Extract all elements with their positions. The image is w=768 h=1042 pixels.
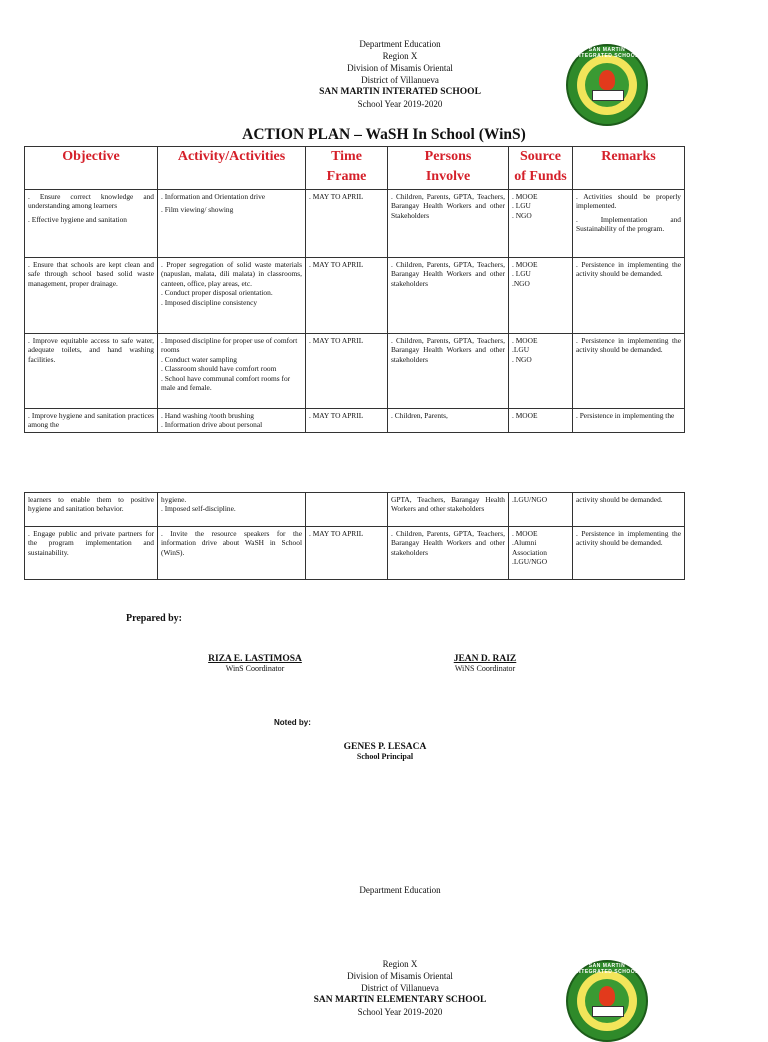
objective-cell: learners to enable them to positive hygiene and sanitation behavior. bbox=[25, 493, 158, 527]
header-time-frame: Time Frame bbox=[306, 147, 388, 190]
signer-name: RIZA E. LASTIMOSA bbox=[208, 654, 302, 664]
activity-cell: . Hand washing /tooth brushing . Information drive about personal bbox=[158, 409, 306, 433]
persons-cell: . Children, Parents, GPTA, Teachers, Barangay Health Workers and other stakeholders bbox=[388, 334, 509, 409]
remarks-cell: . Persistence in implementing the bbox=[573, 409, 685, 433]
action-plan-table-continued bbox=[24, 492, 685, 580]
persons-cell: GPTA, Teachers, Barangay Health Workers and other stakeholders bbox=[388, 493, 509, 527]
signer-block-1 bbox=[160, 654, 350, 673]
logo-text: SAN MARTIN INTEGRATED SCHOOL bbox=[575, 963, 639, 975]
funds-cell: . MOOE . LGU . NGO bbox=[509, 190, 573, 258]
remarks-cell: activity should be demanded. bbox=[573, 493, 685, 527]
remarks-cell: . Activities should be properly implemented. . Implementation and Sustainability of the program. bbox=[573, 190, 685, 258]
footer-department: Department Education bbox=[359, 885, 441, 895]
table-header-row bbox=[25, 147, 685, 190]
objective-cell: . Engage public and private partners for the program implementation and sustainability. bbox=[25, 527, 158, 580]
school-logo bbox=[566, 44, 648, 126]
footer-division: Division of Misamis Oriental bbox=[347, 971, 453, 981]
principal-role: School Principal bbox=[356, 752, 414, 761]
header-school: SAN MARTIN INTERATED SCHOOL bbox=[319, 87, 481, 97]
header-persons-involve: Persons Involve bbox=[388, 147, 509, 190]
persons-cell: . Children, Parents, GPTA, Teachers, Barangay Health Workers and other stakeholders bbox=[388, 258, 509, 334]
funds-cell: . MOOE .Alumni Association .LGU/NGO bbox=[509, 527, 573, 580]
time-frame-cell bbox=[306, 493, 388, 527]
persons-cell: . Children, Parents, GPTA, Teachers, Barangay Health Workers and other stakeholders bbox=[388, 527, 509, 580]
table-row bbox=[25, 190, 685, 258]
action-plan-table bbox=[24, 146, 685, 433]
activity-cell: . Proper segregation of solid waste materials (napuslan, malata, dili malata) in classrooms, canteen, office, play areas, etc. . Conduct proper disposal orientation. . Imposed discipline consistency bbox=[158, 258, 306, 334]
time-frame-cell: . MAY TO APRIL bbox=[306, 334, 388, 409]
prepared-by-label: Prepared by: bbox=[126, 613, 183, 624]
remarks-cell: . Persistence in implementing the activity should be demanded. bbox=[573, 527, 685, 580]
signer-block-2 bbox=[400, 654, 570, 673]
header-source-of-funds: Source of Funds bbox=[509, 147, 573, 190]
header-activity: Activity/Activities bbox=[158, 147, 306, 190]
objective-cell: . Improve hygiene and sanitation practices among the bbox=[25, 409, 158, 433]
footer-header bbox=[220, 958, 580, 1018]
objective-cell: . Ensure that schools are kept clean and safe through school based solid waste management, proper drainage. bbox=[25, 258, 158, 334]
header-department: Department Education bbox=[359, 39, 441, 49]
time-frame-cell: . MAY TO APRIL bbox=[306, 409, 388, 433]
activity-cell: . Information and Orientation drive . Film viewing/ showing bbox=[158, 190, 306, 258]
persons-cell: . Children, Parents, GPTA, Teachers, Barangay Health Workers and other Stakeholders bbox=[388, 190, 509, 258]
objective-cell: . Improve equitable access to safe water, adequate toilets, and hand washing facilities. bbox=[25, 334, 158, 409]
objective-cell: . Ensure correct knowledge and understanding among learners . Effective hygiene and sanitation bbox=[25, 190, 158, 258]
footer-region: Region X bbox=[382, 959, 418, 969]
activity-cell: . Imposed discipline for proper use of comfort rooms . Conduct water sampling . Classroom should have comfort room . School have communal comfort rooms for male and female. bbox=[158, 334, 306, 409]
header-objective: Objective bbox=[25, 147, 158, 190]
header-region: Region X bbox=[382, 51, 418, 61]
school-logo-footer bbox=[566, 960, 648, 1042]
principal-name: GENES P. LESACA bbox=[343, 742, 427, 752]
logo-text: SAN MARTIN INTEGRATED SCHOOL bbox=[575, 47, 639, 59]
time-frame-cell: . MAY TO APRIL bbox=[306, 258, 388, 334]
table-row bbox=[25, 409, 685, 433]
funds-cell: . MOOE bbox=[509, 409, 573, 433]
table-row bbox=[25, 334, 685, 409]
header-division: Division of Misamis Oriental bbox=[347, 63, 453, 73]
time-frame-cell: . MAY TO APRIL bbox=[306, 527, 388, 580]
footer-school: SAN MARTIN ELEMENTARY SCHOOL bbox=[313, 995, 487, 1005]
persons-cell: . Children, Parents, bbox=[388, 409, 509, 433]
table-row bbox=[25, 493, 685, 527]
header-district: District of Villanueva bbox=[361, 75, 439, 85]
header-remarks: Remarks bbox=[573, 147, 685, 190]
funds-cell: . MOOE . LGU .NGO bbox=[509, 258, 573, 334]
header-school-year: School Year 2019-2020 bbox=[357, 99, 443, 109]
signer-role: WiNS Coordinator bbox=[454, 664, 516, 673]
funds-cell: .LGU/NGO bbox=[509, 493, 573, 527]
remarks-cell: . Persistence in implementing the activity should be demanded. bbox=[573, 258, 685, 334]
principal-block bbox=[290, 742, 480, 761]
signer-role: WinS Coordinator bbox=[225, 664, 285, 673]
noted-by-label: Noted by: bbox=[274, 718, 311, 727]
remarks-cell: . Persistence in implementing the activity should be demanded. bbox=[573, 334, 685, 409]
time-frame-cell: . MAY TO APRIL bbox=[306, 190, 388, 258]
table-row bbox=[25, 527, 685, 580]
activity-cell: hygiene. . Imposed self-discipline. bbox=[158, 493, 306, 527]
funds-cell: . MOOE .LGU . NGO bbox=[509, 334, 573, 409]
activity-cell: . Invite the resource speakers for the information drive about WaSH in School (WinS). bbox=[158, 527, 306, 580]
document-header bbox=[220, 38, 580, 110]
page-title: ACTION PLAN – WaSH In School (WinS) bbox=[242, 126, 526, 143]
signer-name: JEAN D. RAIZ bbox=[453, 654, 517, 664]
footer-district: District of Villanueva bbox=[361, 983, 439, 993]
footer-school-year: School Year 2019-2020 bbox=[357, 1007, 443, 1017]
table-row bbox=[25, 258, 685, 334]
